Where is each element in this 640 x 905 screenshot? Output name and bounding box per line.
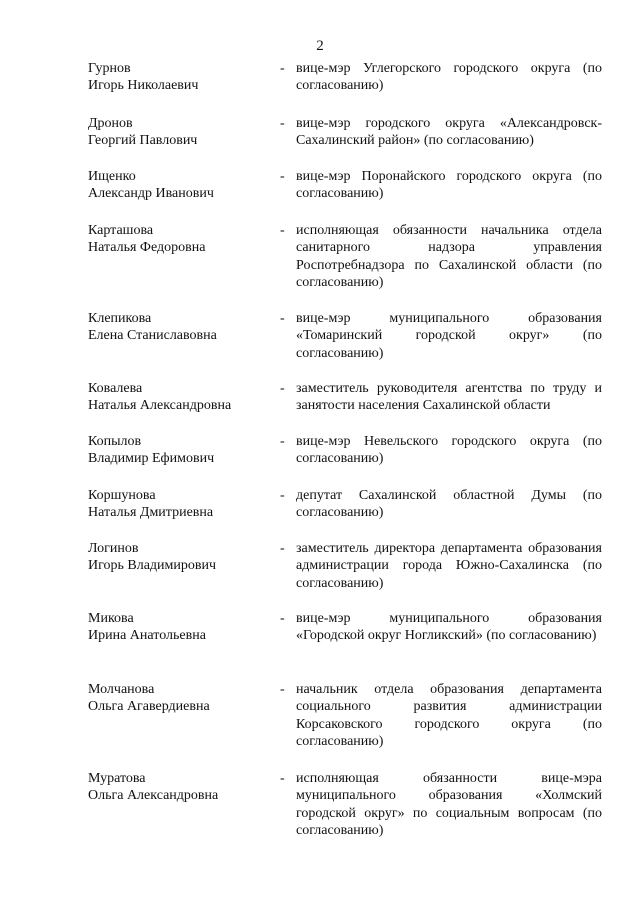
- person-name: [88, 168, 268, 203]
- position-text: вице-мэр Поронайского городского округа (по согласованию): [296, 169, 602, 202]
- dash: -: [280, 771, 285, 786]
- position-text: начальник отдела образования департамента социального развития администрации Корсаковского городского округа (по согласованию): [296, 682, 602, 750]
- position-text: исполняющая обязанности начальника отдела санитарного надзора управления Роспотребнадзора по Сахалинской области (по согласованию): [296, 223, 602, 291]
- given-names: Ольга Агавердиевна: [88, 699, 210, 715]
- person-name: [88, 433, 268, 468]
- person-name: [88, 222, 268, 257]
- position-text: вице-мэр Углегорского городского округа (по согласованию): [296, 61, 602, 94]
- dash: -: [280, 223, 285, 238]
- surname: Логинов: [88, 541, 139, 556]
- position-text: вице-мэр Невельского городского округа (по согласованию): [296, 434, 602, 467]
- surname: Копылов: [88, 434, 142, 449]
- given-names: Наталья Федоровна: [88, 240, 206, 256]
- person-name: [88, 487, 268, 522]
- surname: Дронов: [88, 116, 133, 131]
- person-name: [88, 380, 268, 415]
- position-text: вице-мэр городского округа «Александровск-Сахалинский район» (по согласованию): [296, 116, 602, 149]
- surname: Ковалева: [88, 381, 143, 396]
- surname: Коршунова: [88, 488, 156, 503]
- surname: Клепикова: [88, 311, 152, 326]
- dash: -: [280, 541, 285, 556]
- surname: Ищенко: [88, 169, 136, 184]
- surname: Карташова: [88, 223, 154, 238]
- dash: -: [280, 488, 285, 503]
- page-number: 2: [316, 38, 324, 54]
- person-name: [88, 681, 268, 716]
- surname: Гурнов: [88, 61, 131, 76]
- surname: Микова: [88, 611, 134, 626]
- dash: -: [280, 682, 285, 697]
- dash: -: [280, 381, 285, 396]
- position-text: заместитель директора департамента образования администрации города Южно-Сахалинска (по согласованию): [296, 541, 602, 591]
- dash: -: [280, 169, 285, 184]
- given-names: Ольга Александровна: [88, 788, 219, 804]
- dash: -: [280, 434, 285, 449]
- given-names: Елена Станиславовна: [88, 328, 217, 344]
- surname: Молчанова: [88, 682, 155, 697]
- position-text: депутат Сахалинской областной Думы (по согласованию): [296, 488, 602, 521]
- person-name: [88, 60, 268, 95]
- dash: -: [280, 311, 285, 326]
- position-text: исполняющая обязанности вице-мэра муниципального образования «Холмский городской округ» по социальным вопросам (по согласованию): [296, 771, 602, 839]
- dash: -: [280, 611, 285, 626]
- given-names: Георгий Павлович: [88, 133, 198, 149]
- position-text: вице-мэр муниципального образования «Городской округ Ногликский» (по согласованию): [296, 611, 602, 644]
- dash: -: [280, 116, 285, 131]
- given-names: Игорь Владимирович: [88, 558, 217, 574]
- given-names: Игорь Николаевич: [88, 78, 199, 94]
- dash: -: [280, 61, 285, 76]
- given-names: Наталья Александровна: [88, 398, 232, 414]
- given-names: Александр Иванович: [88, 186, 214, 202]
- position-text: заместитель руководителя агентства по труду и занятости населения Сахалинской области: [296, 381, 602, 414]
- person-name: [88, 610, 268, 645]
- person-name: [88, 115, 268, 150]
- person-name: [88, 770, 268, 805]
- position-text: вице-мэр муниципального образования «Томаринский городской округ» (по согласованию): [296, 311, 602, 361]
- given-names: Наталья Дмитриевна: [88, 505, 214, 521]
- given-names: Владимир Ефимович: [88, 451, 215, 467]
- person-name: [88, 310, 268, 345]
- surname: Муратова: [88, 771, 146, 786]
- given-names: Ирина Анатольевна: [88, 628, 206, 644]
- person-name: [88, 540, 268, 575]
